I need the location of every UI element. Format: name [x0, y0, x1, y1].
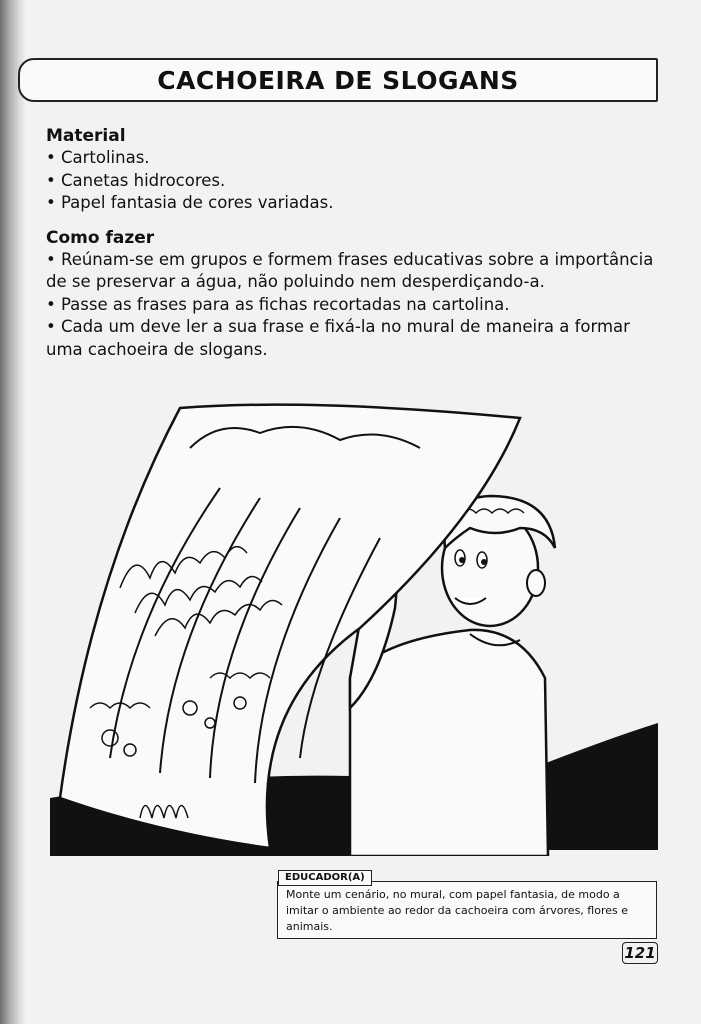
boy-body	[350, 630, 548, 856]
step-item: • Cada um deve ler a sua frase e fixá-la no mural de maneira a formar uma cachoeira de slogans.	[46, 317, 630, 359]
material-item: • Cartolinas.	[46, 148, 150, 167]
page-title: CACHOEIRA DE SLOGANS	[157, 65, 519, 95]
educator-note	[277, 872, 657, 939]
educator-label: EDUCADOR(A)	[278, 870, 372, 886]
illustration-boy-holding-slogan-poster	[50, 378, 660, 856]
material-item: • Canetas hidrocores.	[46, 170, 226, 190]
step-item: • Reúnam-se em grupos e formem frases educativas sobre a importância de se preservar a água, não poluindo nem desperdiçando-a.	[46, 249, 654, 291]
material-heading: Material	[46, 126, 126, 146]
como-fazer-heading: Como fazer	[46, 227, 155, 248]
title-banner	[18, 58, 658, 102]
material-item: • Papel fantasia de cores variadas.	[46, 193, 334, 212]
activity-instructions	[46, 125, 654, 361]
book-spine-shadow	[0, 0, 26, 1024]
educator-text: Monte um cenário, no mural, com papel fantasia, de modo a imitar o ambiente ao redor da cachoeira com árvores, flores e animais.	[286, 888, 628, 933]
step-item: • Passe as frases para as fichas recortadas na cartolina.	[46, 294, 510, 314]
page-number: 121	[622, 942, 658, 964]
